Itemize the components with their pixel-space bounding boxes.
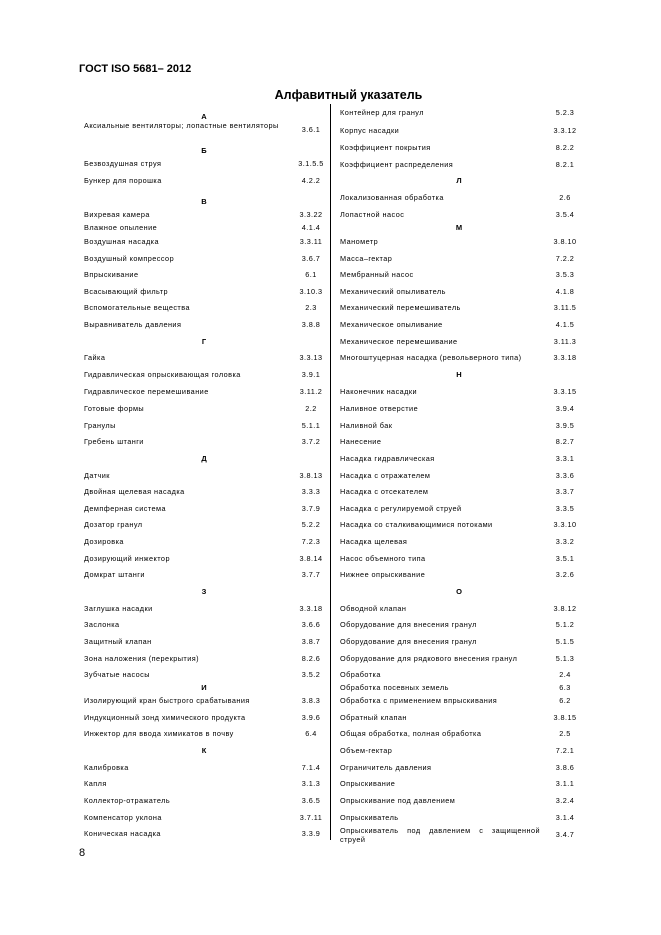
index-ref-number: 7.2.1 xyxy=(555,746,575,755)
index-ref-number: 2.5 xyxy=(559,729,571,738)
index-ref-number: 3.2.6 xyxy=(555,570,575,579)
index-term: Насос объемного типа xyxy=(340,554,426,563)
index-ref-number: 3.7.11 xyxy=(299,813,323,822)
index-term: Манометр xyxy=(340,237,379,246)
index-term: Гидравлическое перемешивание xyxy=(84,387,209,396)
index-ref-number: 3.1.5.5 xyxy=(298,159,324,168)
index-term: Обработка xyxy=(340,670,381,679)
index-ref-number: 2.2 xyxy=(305,404,317,413)
index-ref-number: 3.6.1 xyxy=(301,125,321,134)
index-ref-number: 3.9.4 xyxy=(555,404,575,413)
index-ref-number: 3.8.13 xyxy=(299,471,323,480)
index-term: Демпферная система xyxy=(84,504,167,513)
index-term: Механическое перемешивание xyxy=(340,337,458,346)
index-ref-number: 3.9.1 xyxy=(301,370,321,379)
index-term: Общая обработка, полная обработка xyxy=(340,729,482,738)
index-ref-number: 6.3 xyxy=(559,683,571,692)
index-term: Мембранный насос xyxy=(340,270,414,279)
index-term: Готовые формы xyxy=(84,404,145,413)
index-term: Насадка щелевая xyxy=(340,537,408,546)
index-term: Механическое опыливание xyxy=(340,320,443,329)
index-ref-number: 3.8.10 xyxy=(553,237,577,246)
section-letter: Б xyxy=(201,146,207,155)
index-ref-number: 3.8.12 xyxy=(553,604,577,613)
index-ref-number: 3.3.6 xyxy=(555,471,575,480)
index-term: Коэффициент покрытия xyxy=(340,143,431,152)
index-ref-number: 6.1 xyxy=(305,270,317,279)
index-ref-number: 4.2.2 xyxy=(301,176,321,185)
index-term: Ограничитель давления xyxy=(340,763,432,772)
index-ref-number: 7.2.3 xyxy=(301,537,321,546)
index-term: Всасывающий фильтр xyxy=(84,287,169,296)
index-term: Коэффициент распределения xyxy=(340,160,454,169)
index-ref-number: 8.2.1 xyxy=(555,160,575,169)
index-term: Домкрат штанги xyxy=(84,570,145,579)
index-ref-number: 5.1.5 xyxy=(555,637,575,646)
index-term: Заслонка xyxy=(84,620,120,629)
index-ref-number: 8.2.7 xyxy=(555,437,575,446)
index-term: Индукционный зонд химического продукта xyxy=(84,713,246,722)
index-ref-number: 3.7.7 xyxy=(301,570,321,579)
index-ref-number: 3.5.4 xyxy=(555,210,575,219)
index-ref-number: 8.2.6 xyxy=(301,654,321,663)
index-ref-number: 7.2.2 xyxy=(555,254,575,263)
index-ref-number: 2.3 xyxy=(305,303,317,312)
index-term: Опрыскивание под давлением xyxy=(340,796,456,805)
index-term: Защитный клапан xyxy=(84,637,152,646)
index-ref-number: 3.1.1 xyxy=(555,779,575,788)
index-term: Влажное опыление xyxy=(84,223,158,232)
index-ref-number: 3.8.3 xyxy=(301,696,321,705)
index-ref-number: 4.1.5 xyxy=(555,320,575,329)
section-letter: З xyxy=(201,587,207,596)
index-term: Обводной клапан xyxy=(340,604,407,613)
index-ref-number: 6.4 xyxy=(305,729,317,738)
index-term: Дозирующий инжектор xyxy=(84,554,170,563)
index-ref-number: 3.5.3 xyxy=(555,270,575,279)
index-ref-number: 3.2.4 xyxy=(555,796,575,805)
page-title: Алфавитный указатель xyxy=(274,88,423,102)
index-term: Капля xyxy=(84,779,107,788)
index-ref-number: 3.3.15 xyxy=(553,387,577,396)
page-number: 8 xyxy=(79,847,86,859)
index-term: Опрыскиватель под давлением с защищенной струей xyxy=(340,826,540,844)
index-ref-number: 3.5.1 xyxy=(555,554,575,563)
section-letter: В xyxy=(201,197,207,206)
index-ref-number: 3.3.18 xyxy=(553,353,577,362)
index-ref-number: 3.5.2 xyxy=(301,670,321,679)
index-ref-number: 3.3.22 xyxy=(299,210,323,219)
index-ref-number: 2.6 xyxy=(559,193,571,202)
index-term: Наливное отверстие xyxy=(340,404,419,413)
index-term: Дозировка xyxy=(84,537,124,546)
index-ref-number: 3.9.6 xyxy=(301,713,321,722)
index-ref-number: 3.3.1 xyxy=(555,454,575,463)
index-ref-number: 5.2.2 xyxy=(301,520,321,529)
index-term: Объем-гектар xyxy=(340,746,393,755)
index-term: Обратный клапан xyxy=(340,713,407,722)
index-ref-number: 3.3.10 xyxy=(553,520,577,529)
index-ref-number: 3.3.13 xyxy=(299,353,323,362)
index-ref-number: 3.11.2 xyxy=(299,387,323,396)
index-ref-number: 5.1.3 xyxy=(555,654,575,663)
index-ref-number: 4.1.4 xyxy=(301,223,321,232)
index-ref-number: 3.3.2 xyxy=(555,537,575,546)
index-term: Заглушка насадки xyxy=(84,604,153,613)
index-term: Насадка с отсекателем xyxy=(340,487,429,496)
index-term: Обработка посевных земель xyxy=(340,683,449,692)
index-term: Нижнее опрыскивание xyxy=(340,570,426,579)
section-letter: Л xyxy=(456,176,462,185)
index-term: Оборудование для рядкового внесения гранул xyxy=(340,654,518,663)
index-ref-number: 5.2.3 xyxy=(555,108,575,117)
section-letter: А xyxy=(201,112,207,121)
index-ref-number: 3.6.7 xyxy=(301,254,321,263)
index-term: Дозатор гранул xyxy=(84,520,143,529)
index-ref-number: 3.3.5 xyxy=(555,504,575,513)
index-ref-number: 3.1.4 xyxy=(555,813,575,822)
index-term: Коническая насадка xyxy=(84,829,161,838)
index-ref-number: 7.1.4 xyxy=(301,763,321,772)
section-letter: М xyxy=(455,223,463,232)
section-letter: И xyxy=(201,683,207,692)
document-id: ГОСТ ISO 5681– 2012 xyxy=(79,63,192,75)
index-term: Механический опыливатель xyxy=(340,287,446,296)
index-term: Корпус насадки xyxy=(340,126,400,135)
section-letter: К xyxy=(201,746,207,755)
index-ref-number: 3.8.6 xyxy=(555,763,575,772)
index-term: Локализованная обработка xyxy=(340,193,444,202)
index-term: Воздушная насадка xyxy=(84,237,159,246)
index-term: Механический перемешиватель xyxy=(340,303,461,312)
index-term: Вихревая камера xyxy=(84,210,150,219)
index-ref-number: 3.3.12 xyxy=(553,126,577,135)
index-term: Гидравлическая опрыскивающая головка xyxy=(84,370,241,379)
index-term: Инжектор для ввода химикатов в почву xyxy=(84,729,234,738)
index-term: Гребень штанги xyxy=(84,437,144,446)
index-ref-number: 3.9.5 xyxy=(555,421,575,430)
index-term: Контейнер для гранул xyxy=(340,108,424,117)
index-term: Гранулы xyxy=(84,421,116,430)
index-ref-number: 3.6.5 xyxy=(301,796,321,805)
index-term: Опрыскивание xyxy=(340,779,396,788)
index-term: Двойная щелевая насадка xyxy=(84,487,185,496)
index-term: Воздушный компрессор xyxy=(84,254,175,263)
index-term: Насадка с отражателем xyxy=(340,471,431,480)
index-term: Гайка xyxy=(84,353,106,362)
index-ref-number: 3.3.11 xyxy=(299,237,323,246)
index-term: Наливной бак xyxy=(340,421,393,430)
index-term: Калибровка xyxy=(84,763,129,772)
index-term: Многоштуцерная насадка (револьверного типа) xyxy=(340,353,522,362)
index-ref-number: 3.8.7 xyxy=(301,637,321,646)
index-ref-number: 3.3.9 xyxy=(301,829,321,838)
index-term: Коллектор-отражатель xyxy=(84,796,171,805)
index-term: Датчик xyxy=(84,471,110,480)
index-term: Обработка с применением впрыскивания xyxy=(340,696,498,705)
index-term: Впрыскивание xyxy=(84,270,139,279)
index-term: Зубчатые насосы xyxy=(84,670,150,679)
section-letter: Н xyxy=(456,370,462,379)
index-ref-number: 6.2 xyxy=(559,696,571,705)
index-ref-number: 3.11.3 xyxy=(553,337,577,346)
index-term: Масса–гектар xyxy=(340,254,393,263)
index-ref-number: 3.3.18 xyxy=(299,604,323,613)
section-letter: Г xyxy=(201,337,207,346)
section-letter: О xyxy=(456,587,462,596)
index-ref-number: 3.6.6 xyxy=(301,620,321,629)
index-term: Оборудование для внесения гранул xyxy=(340,637,477,646)
index-term: Бункер для порошка xyxy=(84,176,162,185)
index-ref-number: 8.2.2 xyxy=(555,143,575,152)
index-ref-number: 5.1.1 xyxy=(301,421,321,430)
index-ref-number: 3.3.7 xyxy=(555,487,575,496)
index-term: Выравниватель давления xyxy=(84,320,182,329)
index-ref-number: 3.8.8 xyxy=(301,320,321,329)
index-ref-number: 3.11.5 xyxy=(553,303,577,312)
index-ref-number: 5.1.2 xyxy=(555,620,575,629)
index-term: Насадка со сталкивающимися потоками xyxy=(340,520,493,529)
section-letter: Д xyxy=(201,454,207,463)
index-term: Насадка гидравлическая xyxy=(340,454,435,463)
index-ref-number: 3.4.7 xyxy=(555,830,575,839)
index-term: Зона наложения (перекрытия) xyxy=(84,654,200,663)
index-ref-number: 3.10.3 xyxy=(299,287,323,296)
index-ref-number: 3.1.3 xyxy=(301,779,321,788)
index-ref-number: 4.1.8 xyxy=(555,287,575,296)
index-ref-number: 3.8.15 xyxy=(553,713,577,722)
index-term: Безвоздушная струя xyxy=(84,159,162,168)
index-term: Лопастной насос xyxy=(340,210,405,219)
index-term: Насадка с регулируемой струей xyxy=(340,504,462,513)
index-ref-number: 3.7.9 xyxy=(301,504,321,513)
index-term: Компенсатор уклона xyxy=(84,813,162,822)
index-term: Опрыскиватель xyxy=(340,813,399,822)
index-ref-number: 2.4 xyxy=(559,670,571,679)
index-term: Оборудование для внесения гранул xyxy=(340,620,477,629)
index-term: Наконечник насадки xyxy=(340,387,418,396)
index-ref-number: 3.3.3 xyxy=(301,487,321,496)
index-term: Вспомогательные вещества xyxy=(84,303,190,312)
index-term: Нанесение xyxy=(340,437,382,446)
index-ref-number: 3.8.14 xyxy=(299,554,323,563)
index-ref-number: 3.7.2 xyxy=(301,437,321,446)
index-term: Изолирующий кран быстрого срабатывания xyxy=(84,696,250,705)
index-term: Аксиальные вентиляторы; лопастные вентиляторы xyxy=(84,121,279,130)
